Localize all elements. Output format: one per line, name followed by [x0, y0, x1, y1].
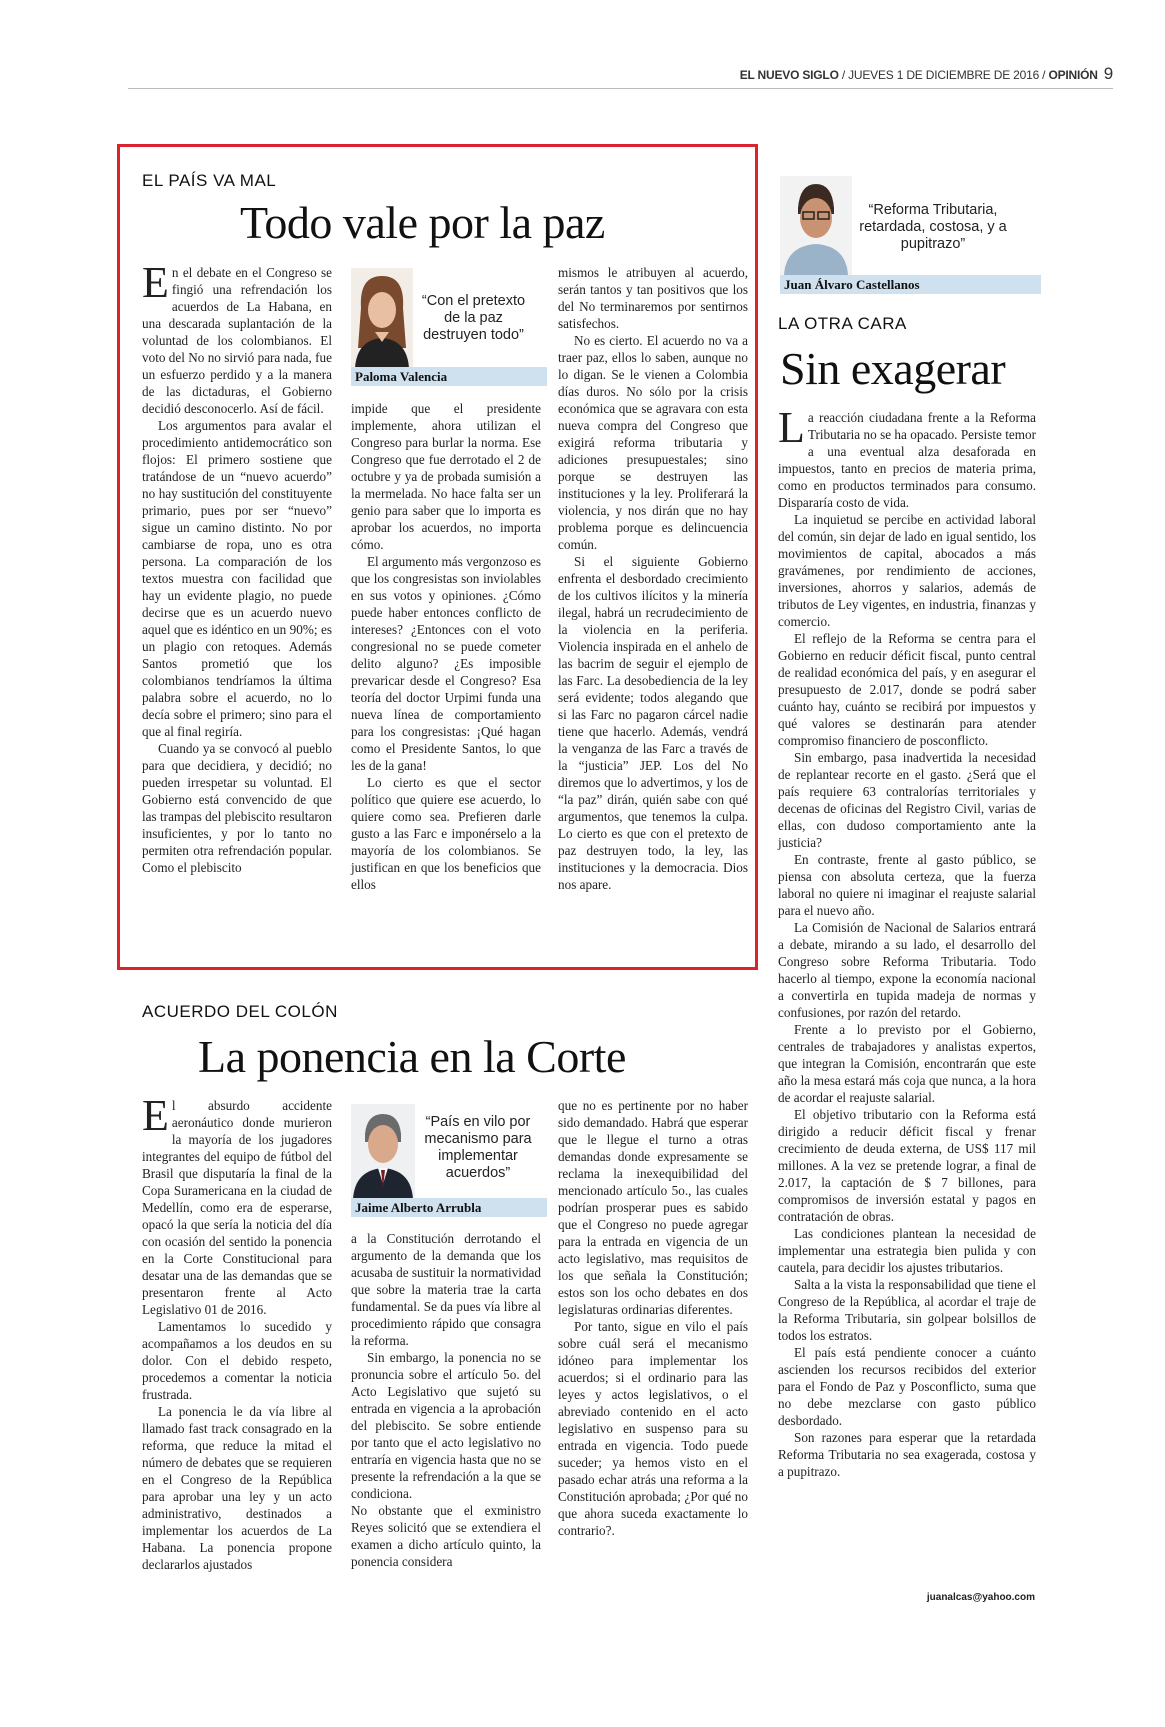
- article1-column-1: En el debate en el Congreso se fingió una refrendación los acuerdos de La Habana, en una descarada suplantación de la voluntad de los colombianos. El voto del No no sirvió para nada, fue un esfuerzo perdido y a la manera de las dictaduras, el Gobierno decidió desconocerlo. Así de fácil. Los argumentos para avalar el procedimiento antidemocrático son flojos: El primero sostiene que tratándose de un “nuevo acuerdo” no hay sustitución del constituyente primario, pues por ser “nuevo” sigue un camino distinto. No por cambiarse de ropa, uno es otra persona. La comparación de los textos muestra con facilidad que hay un evidente plagio, no puede decirse que es un acuerdo nuevo aquel que es idéntico en un 90%; es un plagio con retoques. Además Santos prometió que los colombianos tendríamos la última palabra sobre el acuerdo, no lo decía sobre el primero; sino para el que al final regiría. Cuando ya se convocó al pueblo para que decidiera, y decidió; no pueden irrespetar su voluntad. El Gobierno está convencido de que las trampas del plebiscito resultaron insuficientes, y por lo tanto no permiten otra refrendación popular. Como el plebiscito: [142, 258, 332, 875]
- author-photo-paloma: [351, 268, 413, 368]
- article3-author: Juan Álvaro Castellanos: [780, 275, 1041, 294]
- article2-kicker: ACUERDO DEL COLÓN: [142, 1002, 338, 1021]
- top-rule: [128, 88, 1113, 89]
- portrait-icon: [351, 1104, 415, 1199]
- article3-kicker: LA OTRA CARA: [778, 314, 907, 333]
- article3-body: La reacción ciudadana frente a la Reforma Tributaria no se ha opacado. Persiste temor a una eventual alza desaforada en impuestos, tanto en precios de materia prima, como en productos terminados para consumo. Dispararía costo de vida. La inquietud se percibe en actividad laboral del común, sin dejar de lado en igual sentido, los movimientos de capital, abocados a más gravámenes, por rendimiento de acciones, inversiones, ahorros y salarios, además de tributos de Ley vigentes, en industria, finanzas y comercio. El reflejo de la Reforma se centra para el Gobierno en reducir déficit fiscal, punto central de realidad económica del país, y en asegurar el presupuesto de 2.017, donde se podrá saber cuánto hay, cuánto se recibirá por impuestos y qué valores se destinarán para atender compromiso financiero de posconflicto. Sin embargo, pasa inadvertida la necesidad de replantear recorte en el gasto. ¿Será que el país requiere 63 contralorías territoriales y decenas de oficinas del Registro Civil, varias de ellas, con dudoso comportamiento ante la justicia? En contraste, frente al gasto público, se piensa con absoluta certeza, que la fuerza laboral no quiere ni imaginar el reajuste salarial para el nuevo año. La Comisión de Nacional de Salarios entrará a debate, mirando a su lado, el desarrollo del Congreso sobre Reforma Tributaria. Todo hacerlo al tiempo, expone la economía nacional a convertirla en tupida madeja de normas y confusiones, por razón del retardo. Frente a lo previsto por el Gobierno, centrales de trabajadores y analistas expertos, que integran la Comisión, encontrarán que este año la mesa estará más coja que nunca, a la hora de acordar el reajuste salarial. El objetivo tributario con la Reforma está dirigido a reducir déficit fiscal y frenar crecimiento de deuda externa, de US$ 117 mil millones. A la vez se pretende lograr, a final de 2.017, la captación de $ 7 billones, para compromisos de inversión estatal y pagos en contratación de obras. Las condiciones plantean la necesidad de implementar una estrategia bien pulida y con cautela, para decidir los ajustes tributarios. Salta a la vista la responsabilidad que tiene el Congreso de la República, al acordar el traje de la Reforma Tributaria, sin golpear bolsillos de todos los estratos. El país está pendiente conocer a cuánto ascienden los recursos recibidos del exterior para el Fondo de Paz y Posconflicto, suma que no debe mezclarse con gasto público desbordado. Son razones para esperar que la retardada Reforma Tributaria no sea exagerada, costosa y a pupitrazo.: [778, 403, 1036, 1479]
- article2-column-2: a la Constitución derrotando el argumento de la demanda que los acusaba de sustituir la normatividad que sobre la materia trae la carta fundamental. Se da pues vía libre al procedimiento rápido que consagra la reforma. Sin embargo, la ponencia no se pronuncia sobre el artículo 5o. del Acto Legislativo que sujetó su entrada en vigencia a la aprobación del plebiscito. Se sobre entiende por tanto que el acto legislativo no entraría en vigencia hasta que no se presente la refrendación a la que se condiciona. No obstante que el exministro Reyes solicitó que se extendiera el examen a dicho artículo quinto, la ponencia considera: [351, 1231, 541, 1569]
- portrait-icon: [780, 176, 852, 275]
- article2-pull-quote: “País en vilo por mecanismo para implementar acuerdos”: [424, 1114, 532, 1181]
- author-photo-jaime: [351, 1104, 415, 1199]
- article2-headline: La ponencia en la Corte: [198, 1031, 626, 1082]
- article2-author: Jaime Alberto Arrubla: [351, 1198, 547, 1217]
- article1-author: Paloma Valencia: [351, 367, 547, 386]
- article1-pull-quote: “Con el pretexto de la paz destruyen todo”: [421, 293, 526, 343]
- article3-headline: Sin exagerar: [780, 343, 1006, 394]
- article2-column-1: El absurdo accidente aeronáutico donde murieron la mayoría de los jugadores integrantes del equipo de fútbol del Brasil que disputaría la final de la Copa Suramericana en la ciudad de Medellín, como era de esperarse, opacó la que sería la noticia del día con ocasión del sentido la ponencia en la Corte Constitucional para desatar una de las demandas que se presentaron frente al Acto Legislativo 01 de 2016. Lamentamos lo sucedido y acompañamos a los deudos en su dolor. Con el debido respeto, procedemos a comentar la noticia frustrada. La ponencia le da vía libre al llamado fast track consagrado en la reforma, que reduce la mitad el número de debates que se requieren en el Congreso de la República para aprobar una ley y un acto administrativo, destinados a implementar los acuerdos de La Habana. La ponencia propone declararlos ajustados: [142, 1091, 332, 1572]
- paper-name: EL NUEVO SIGLO: [739, 68, 839, 82]
- article2-column-3: que no es pertinente por no haber sido demandado. Habrá que esperar que le llegue el turno a otras demandas donde expresamente se reclama la inexequibilidad del mencionado artículo 5o., las cuales podrían prosperar pues es sabido que el Congreso no puede agregar para la entrada en vigencia de un acto legislativo, mas requisitos de los que señala la Constitución; estos son los ocho debates en dos legislaturas ordinarias diferentes. Por tanto, sigue en vilo el país sobre cuál será el mecanismo idóneo para implementar los acuerdos; si el ordinario para las leyes y actos legislativos, o el abreviado contenido en el acto legislativo en suspenso para su entrada en vigencia. Todo puede suceder; ya hemos visto en el pasado echar atrás una reforma a la Constitución aprobada; ¿Por qué no que ahora suceda exactamente lo contrario?.: [558, 1098, 748, 1538]
- dropcap: E: [142, 258, 169, 307]
- dropcap: L: [778, 403, 805, 452]
- portrait-icon: [351, 268, 413, 368]
- masthead: [740, 64, 1113, 84]
- author-email: juanalcas@yahoo.com: [926, 1592, 1035, 1603]
- issue-date: / JUEVES 1 DE DICIEMBRE DE 2016 /: [838, 68, 1049, 82]
- article1-kicker: EL PAÍS VA MAL: [142, 171, 277, 190]
- article1-column-2: impide que el presidente implemente, ahora utilizan el Congreso para burlar la norma. Ese Congreso que fue derrotado el 2 de octubre y ya de probada sumisión a la mermelada. No hace falta ser un genio para saber que lo importa es aprobar los acuerdos, no importa cómo. El argumento más vergonzoso es que los congresistas son inviolables en sus votos y opiniones. ¿Cómo puede haber entonces conflicto de intereses? ¿Entonces con el voto congresional no se puede cometer delito alguno? ¿Es imposible prevaricar desde el Congreso? Esa teoría del doctor Urpimi funda una nueva línea de comportamiento para los congresistas: ¡Qué hagan como el Presidente Santos, lo que les de la gana! Lo cierto es que el sector político que quiere ese acuerdo, lo quiere como sea. Prefieren darle gusto a las Farc e imponérselo a la mayoría de los colombianos. Se justifican en que los beneficios que ellos: [351, 401, 541, 892]
- article1-headline: Todo vale por la paz: [240, 197, 605, 248]
- section-name: OPINIÓN: [1048, 68, 1098, 82]
- article3-pull-quote: “Reforma Tributaria, retardada, costosa, y a pupitrazo”: [859, 202, 1007, 252]
- page-number: 9: [1103, 64, 1113, 83]
- article1-column-3: mismos le atribuyen al acuerdo, serán tantos y tan positivos que los del No terminaremos por sentirnos satisfechos. No es cierto. El acuerdo no va a traer paz, ellos lo saben, aunque no lo digan. Se le vienen a Colombia días duros. No sólo por la crisis económica que se agravara con esta nueva compra del Congreso que exigirá reforma tributaria y adiciones presupuestales; sino porque se destruyen las instituciones y la ley. Proliferará la violencia, y nos dirán que no hay problema porque es delincuencia común. Si el siguiente Gobierno enfrenta el desbordado crecimiento de los cultivos ilícitos y la minería ilegal, habrá un recrudecimiento de la violencia en la periferia. Violencia inspirada en el anhelo de las bacrim de seguir el ejemplo de las Farc. La desobediencia de la ley será evidente; todos alegando que si las Farc no pagaron cárcel nadie tiene que hacerlo. Además, vendrá la venganza de las Farc a través de la “justicia” JEP. Los del No diremos que lo advertimos, y los de “la paz” dirán, quién sabe con qué argumentos, que tenemos la culpa. Lo cierto es que con el pretexto de paz destruyen todo, la ley, las instituciones y la democracia. Dios nos apare.: [558, 265, 748, 892]
- dropcap: E: [142, 1091, 169, 1140]
- author-photo-juan: [780, 176, 852, 275]
